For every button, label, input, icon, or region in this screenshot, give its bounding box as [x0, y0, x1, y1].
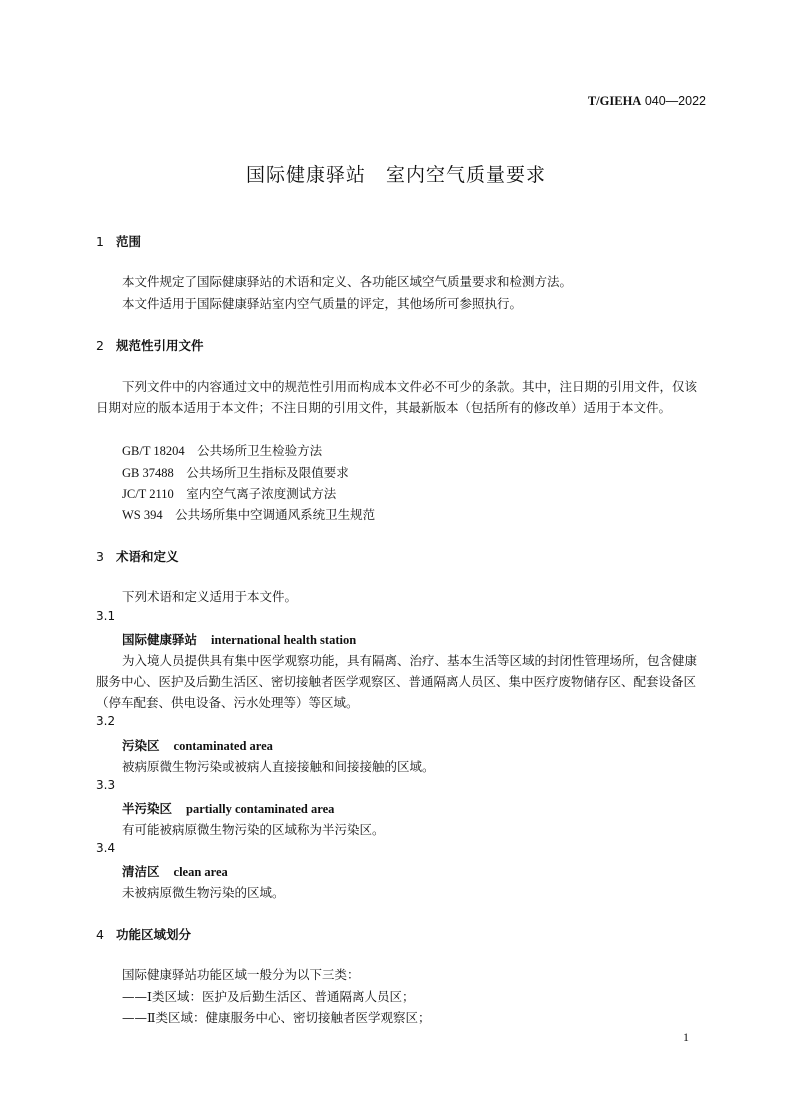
term-heading: 污染区 contaminated area [122, 738, 273, 753]
reference-item: WS 394 公共场所集中空调通风系统卫生规范 [122, 507, 376, 522]
term-number: 3.4 [96, 841, 116, 855]
term-heading: 清洁区 clean area [122, 864, 228, 879]
term-number: 3.1 [96, 609, 116, 623]
section-4-heading: 4 功能区域划分 [96, 927, 192, 942]
term-heading: 半污染区 partially contaminated area [122, 801, 335, 816]
section-4-intro: 国际健康驿站功能区域一般分为以下三类： [122, 967, 360, 982]
section-2-heading: 2 规范性引用文件 [96, 338, 204, 353]
section-2-intro: 下列文件中的内容通过文中的规范性引用而构成本文件必不可少的条款。其中，注日期的引用文件，仅该日期对应的版本适用于本文件；不注日期的引用文件，其最新版本（包括所有的修改单）适用于本文件。 [96, 379, 698, 415]
reference-item: GB 37488 公共场所卫生指标及限值要求 [122, 465, 349, 480]
term-definition: 被病原微生物污染或被病人直接接触和间接接触的区域。 [122, 759, 435, 774]
list-item: ——Ⅱ类区域：健康服务中心、密切接触者医学观察区； [122, 1010, 431, 1025]
term-number: 3.2 [96, 714, 116, 728]
section-1-paragraph-2: 本文件适用于国际健康驿站室内空气质量的评定，其他场所可参照执行。 [122, 296, 523, 311]
section-1-heading: 1 范围 [96, 234, 142, 249]
term-definition: 未被病原微生物污染的区域。 [122, 885, 285, 900]
section-3-heading: 3 术语和定义 [96, 549, 179, 564]
list-item: ——Ⅰ类区域：医护及后勤生活区、普通隔离人员区； [122, 989, 415, 1004]
term-heading: 国际健康驿站 international health station [122, 632, 357, 647]
term-number: 3.3 [96, 778, 116, 792]
reference-item: JC/T 2110 室内空气离子浓度测试方法 [122, 486, 337, 501]
term-definition: 有可能被病原微生物污染的区域称为半污染区。 [122, 822, 385, 837]
term-definition: 为入境人员提供具有集中医学观察功能，具有隔离、治疗、基本生活等区域的封闭性管理场所，包含健康服务中心、医护及后勤生活区、密切接触者医学观察区、普通隔离人员区、集中医疗废物储存区、配套设备区（停车配套、供电设备、污水处理等）等区域。 [96, 653, 698, 710]
document-title: 国际健康驿站 室内空气质量要求 [245, 164, 546, 186]
section-1-paragraph-1: 本文件规定了国际健康驿站的术语和定义、各功能区域空气质量要求和检测方法。 [122, 274, 573, 289]
reference-item: GB/T 18204 公共场所卫生检验方法 [122, 443, 323, 458]
section-3-intro: 下列术语和定义适用于本文件。 [122, 589, 298, 604]
standard-number: T/GIEHA 040—2022 [587, 94, 706, 108]
page-number: 1 [683, 1030, 689, 1044]
